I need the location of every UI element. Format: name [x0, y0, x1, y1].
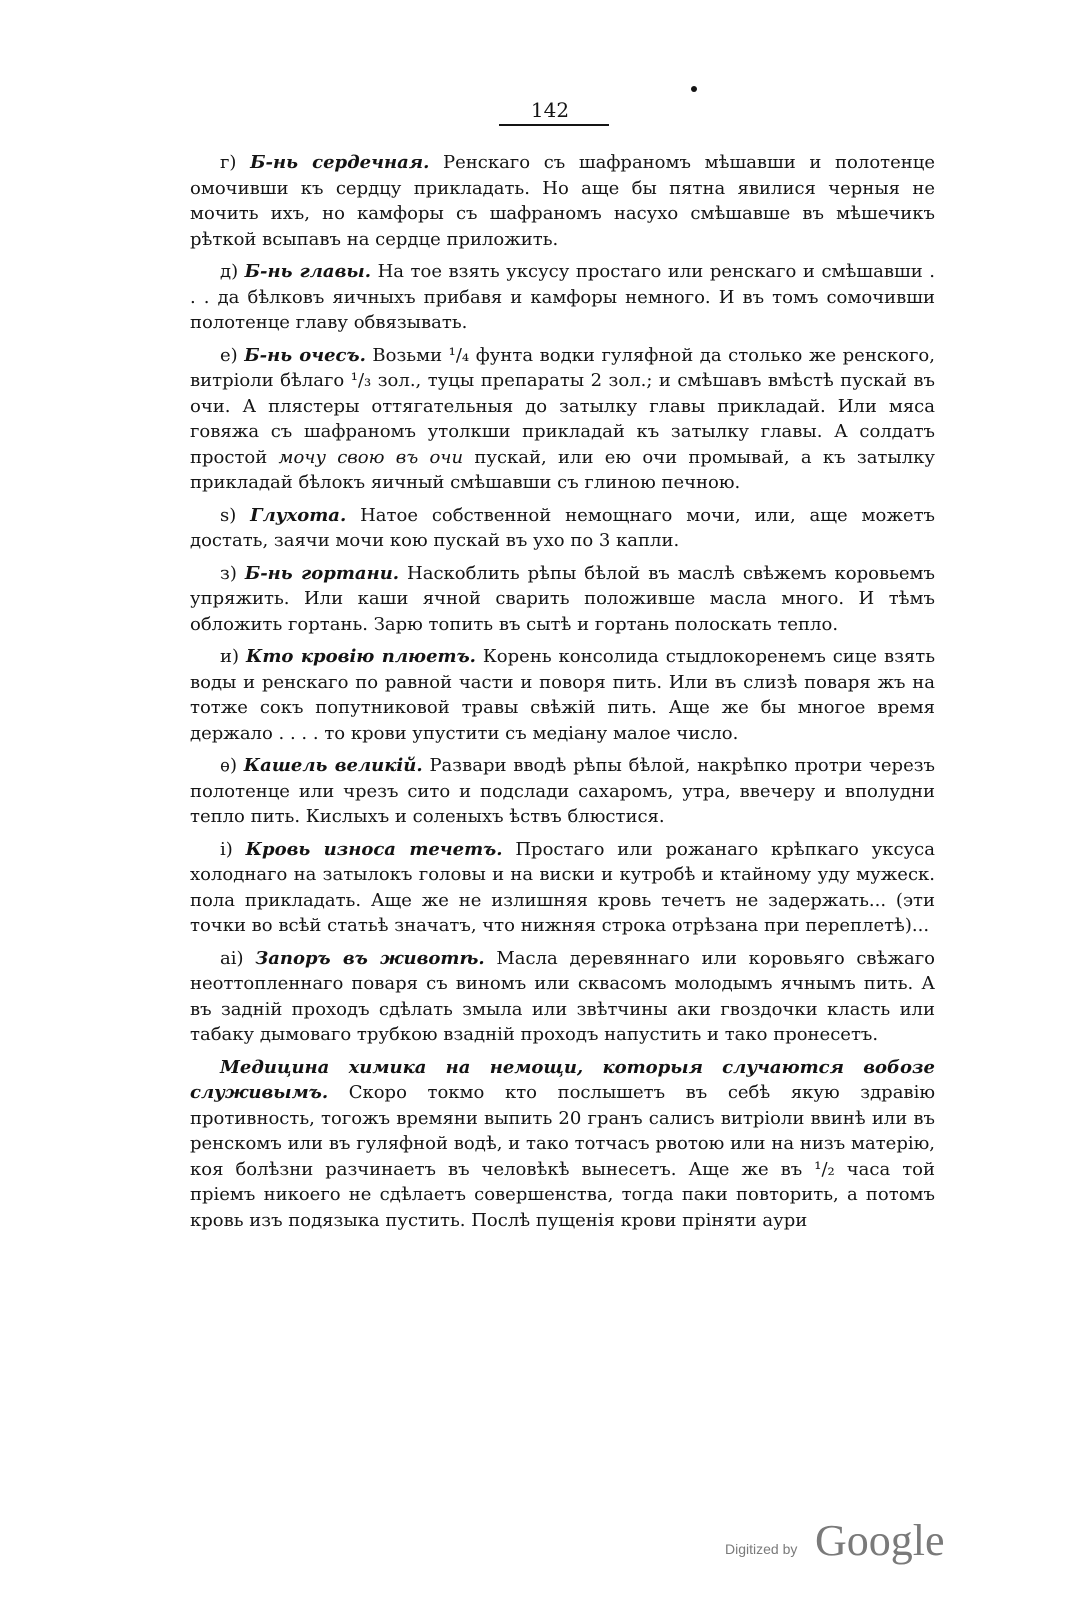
paragraph-z — [190, 561, 935, 638]
paragraph-medicina — [190, 1055, 935, 1234]
paragraph-marker: ѳ) — [220, 755, 237, 776]
paragraph-heading: Б-нь главы. — [244, 261, 371, 282]
paragraph-marker: и) — [220, 646, 240, 667]
paragraph-marker: д) — [220, 261, 239, 282]
paragraph-heading: Б-нь очесъ. — [244, 344, 366, 366]
paragraph-heading: Кашель великій. — [243, 755, 423, 776]
paragraph-e — [190, 343, 935, 496]
digitized-by-label: Digitized by — [725, 1541, 798, 1557]
paragraph-heading: Кто кровію плюетъ. — [245, 646, 476, 667]
paragraph-text: Простаго или рожанаго крѣпкаго уксуса холоднаго на затылокъ головы и на виски и кутробѣ и ктайному уду мужеск. пола прикладать. Аще же не излишняя кровь течетъ не задержать... (эти точки во всѣй статьѣ значатъ, что нижняя строка отрѣзана при переплетѣ)... — [190, 838, 935, 936]
paragraph-marker: і) — [220, 838, 233, 860]
paragraph-dz — [190, 503, 935, 554]
paragraph-heading: Кровь износа течетъ. — [245, 838, 503, 860]
paragraph-fita — [190, 753, 935, 830]
paragraph-text-tail: пускай, или ею очи промывай, а къ затылку прикладай бѣлокъ яичный смѣшавши съ глиною печною. — [190, 446, 935, 493]
print-speck — [691, 86, 697, 92]
paragraph-marker: е) — [220, 344, 238, 366]
paragraph-heading: Б-нь гортани. — [244, 562, 400, 584]
body-text — [190, 150, 935, 1240]
paragraph-text: На тое взять уксусу простаго или ренскаго и смѣшавши . . . да бѣлковъ яичныхъ прибавя и камфоры немного. И въ томъ сомочивши полотенце главу обвязывать. — [190, 261, 935, 333]
paragraph-i-decimal — [190, 837, 935, 939]
paragraph-text: Наскоблить рѣпы бѣлой въ маслѣ свѣжемъ коровьемъ упряжить. Или каши ячной сварить положивше масла много. И тѣмъ обложить гортань. Зарю топить въ сытѣ и гортань полоскать тепло. — [190, 562, 935, 635]
paragraph-text: Масла деревяннаго или коровьяго свѣжаго неоттопленнаго поваря съ виномъ или сквасомъ молодымъ ячнымъ пить. А въ задній проходъ сдѣлать змыла или звѣтчины аки гвоздочки класть или табаку дымоваго трубкою взадній проходъ напустить и тако пронесетъ. — [190, 947, 935, 1045]
digitized-by-google-watermark — [725, 1515, 945, 1565]
paragraph-i — [190, 644, 935, 746]
paragraph-d — [190, 259, 935, 336]
paragraph-text: Корень консолида стыдлокоренемъ сице взять воды и ренскаго по равной части и поворя пить. Или въ слизѣ поваря жъ на тотже сокъ попутниковой травы свѣжій пить. Аще же бы многое время держало . . . . то крови упустити съ медіану малое число. — [190, 646, 936, 744]
google-logo: Google — [815, 1516, 945, 1565]
paragraph-marker: аі) — [220, 947, 244, 969]
paragraph-text: Скоро токмо кто послышетъ въ себѣ якую здравію противность, тогожъ времяни выпить 20 гранъ салисъ витріоли ввинѣ или въ ренскомъ или въ гуляфной водѣ, и тако тотчасъ рвотою или на низъ матерію, коя болѣзни разчинаетъ въ человѣкѣ вынесетъ. Аще же въ ¹/₂ часа той пріемъ никоего не сдѣлаетъ совершенства, тогда паки повторить, а потомъ кровь изъ подязыка пустить. Послѣ пущенія крови пріняти аури — [190, 1082, 935, 1231]
paragraph-text: Натое собственной немощнаго мочи, или, аще можетъ достать, заячи мочи кою пускай въ ухо по 3 капли. — [190, 504, 935, 551]
paragraph-heading: Запоръ въ животѣ. — [255, 947, 485, 969]
paragraph-marker: ѕ) — [220, 504, 237, 526]
paragraph-g — [190, 150, 935, 252]
page-number-rule — [499, 124, 609, 126]
paragraph-heading: Б-нь сердечная. — [250, 152, 430, 173]
paragraph-text: Развари вводѣ рѣпы бѣлой, накрѣпко протри черезъ полотенце или чрезъ сито и подслади сахаромъ, утра, ввечеру и вполудни тепло пить. Кислыхъ и соленыхъ ѣствъ блюстися. — [190, 755, 935, 827]
paragraph-ai — [190, 946, 935, 1048]
paragraph-text: Возьми ¹/₄ фунта водки гуляфной да столько же ренского, витріоли бѣлаго ¹/₃ зол., туцы препараты 2 зол.; и смѣшавъ вмѣстѣ пускай въ очи. А плястеры оттягательныя до затылку главы прикладай. Или мяса говяжа съ шафраномъ утолкши прикладай къ затылку главы. А солдатъ простой — [190, 344, 935, 468]
paragraph-heading: Глухота. — [250, 504, 347, 526]
paragraph-heading: Медицина химика на немощи, которыя случаются вобозе служивымъ. — [190, 1056, 935, 1103]
paragraph-marker: г) — [220, 152, 237, 173]
paragraph-marker: з) — [220, 562, 237, 584]
page-number: 142 — [530, 98, 570, 122]
paragraph-text: Ренскаго съ шафраномъ мѣшавши и полотенце омочивши къ сердцу прикладать. Но аще бы пятна явилися черныя не мочить ихъ, но камфоры съ шафраномъ насухо смѣшавше въ мѣшечикъ рѣткой всыпавъ на сердце приложить. — [190, 152, 935, 250]
paragraph-italic-phrase: мочу свою въ очи — [278, 446, 464, 468]
